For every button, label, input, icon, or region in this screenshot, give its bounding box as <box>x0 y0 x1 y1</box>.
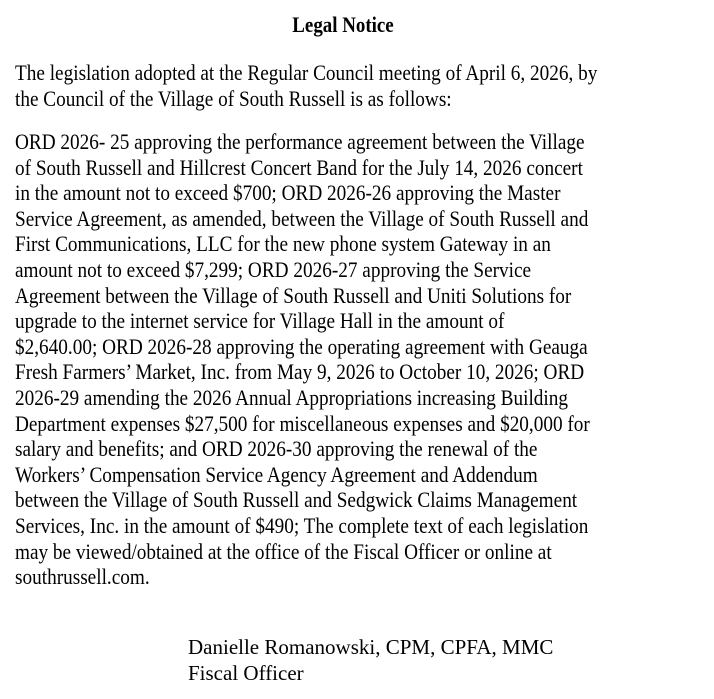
body-line: Department expenses $27,500 for miscellaneous expenses and $20,000 for <box>15 410 590 436</box>
intro-line: The legislation adopted at the Regular Council meeting of April 6, 2026, by <box>15 60 598 85</box>
body-line: First Communications, LLC for the new phone system Gateway in an <box>15 231 551 257</box>
body-line: Fresh Farmers’ Market, Inc. from May 9, 2026 to October 10, 2026; ORD <box>15 359 585 385</box>
ordinances-paragraph <box>15 129 687 590</box>
body-line: between the Village of South Russell and Sedgwick Claims Management <box>15 487 578 513</box>
intro-paragraph <box>15 60 696 111</box>
body-line: upgrade to the internet service for Village Hall in the amount of <box>15 308 505 334</box>
body-line: Service Agreement, as amended, between the Village of South Russell and <box>15 205 589 231</box>
body-line: amount not to exceed $7,299; ORD 2026-27 approving the Service <box>15 256 532 282</box>
body-line: of South Russell and Hillcrest Concert Band for the July 14, 2026 concert <box>15 154 583 180</box>
body-line: $2,640.00; ORD 2026-28 approving the operating agreement with Geauga <box>15 333 588 359</box>
body-line: Services, Inc. in the amount of $490; The complete text of each legislation <box>15 512 589 538</box>
body-line: Workers’ Compensation Service Agency Agreement and Addendum <box>15 461 538 487</box>
signatory-name: Danielle Romanowski, CPM, CPFA, MMC <box>188 635 554 659</box>
body-line: Agreement between the Village of South Russell and Uniti Solutions for <box>15 282 572 308</box>
notice-title: Legal Notice <box>292 12 394 37</box>
body-line: in the amount not to exceed $700; ORD 2026-26 approving the Master <box>15 180 561 206</box>
signature-block <box>188 634 553 686</box>
body-line: may be viewed/obtained at the office of the Fiscal Officer or online at <box>15 538 552 564</box>
intro-line: the Council of the Village of South Russell is as follows: <box>15 85 452 111</box>
signatory-role: Fiscal Officer <box>188 661 304 685</box>
body-line: salary and benefits; and ORD 2026-30 approving the renewal of the <box>15 436 538 462</box>
body-line: 2026-29 amending the 2026 Annual Appropriations increasing Building <box>15 384 569 410</box>
website-link[interactable]: southrussell.com. <box>15 564 150 590</box>
body-line: ORD 2026- 25 approving the performance agreement between the Village <box>15 129 585 154</box>
